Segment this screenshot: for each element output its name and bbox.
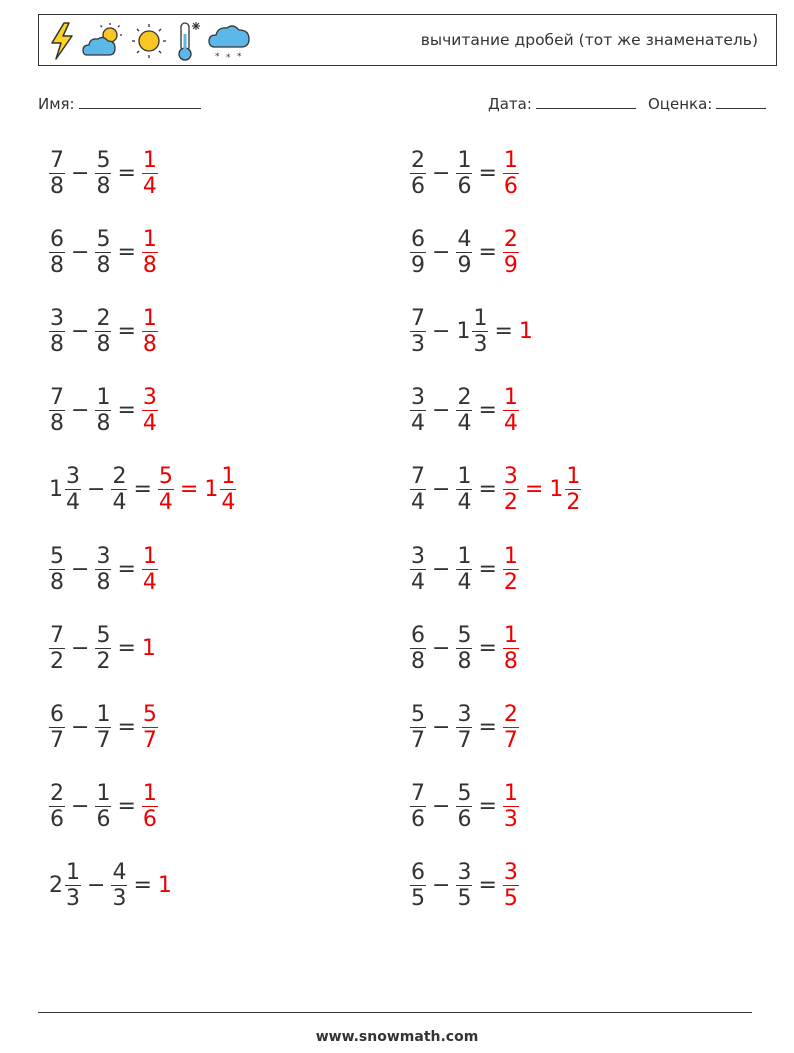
fraction xyxy=(565,464,581,515)
whole-number: 1 xyxy=(141,635,156,661)
fraction xyxy=(95,306,111,357)
denominator: 6 xyxy=(503,173,518,199)
answer xyxy=(139,227,161,278)
minus-sign: − xyxy=(87,477,106,503)
numerator: 2 xyxy=(503,701,518,727)
denominator: 5 xyxy=(457,886,472,912)
fraction xyxy=(503,464,519,515)
whole-number: 1 xyxy=(456,318,471,344)
numerator: 2 xyxy=(112,464,127,490)
problem-9 xyxy=(46,777,161,837)
date-blank[interactable] xyxy=(536,96,636,109)
fraction xyxy=(410,385,426,436)
denominator: 7 xyxy=(96,727,111,753)
denominator: 4 xyxy=(457,569,472,595)
equals-sign: = xyxy=(117,794,136,820)
answer xyxy=(500,227,522,278)
numerator: 2 xyxy=(411,147,425,173)
fraction xyxy=(410,544,426,595)
denominator: 7 xyxy=(457,727,472,753)
name-field xyxy=(38,95,201,113)
fraction xyxy=(158,464,174,515)
equals-sign: = xyxy=(478,873,497,899)
equals-sign: = xyxy=(494,318,513,344)
answer xyxy=(516,319,532,344)
denominator: 5 xyxy=(503,886,518,912)
equals-sign: = xyxy=(117,556,136,582)
fraction xyxy=(456,227,472,278)
minus-sign: − xyxy=(71,398,90,424)
denominator: 9 xyxy=(457,252,472,278)
date-field xyxy=(488,95,636,113)
fraction xyxy=(95,781,111,832)
fraction xyxy=(410,227,426,278)
numerator: 1 xyxy=(503,622,518,648)
problem-19 xyxy=(407,777,522,837)
denominator: 4 xyxy=(503,411,518,437)
snow-cloud-icon xyxy=(207,20,255,62)
fraction xyxy=(456,464,472,515)
fraction xyxy=(456,148,472,199)
numerator: 4 xyxy=(457,226,472,252)
numerator: 1 xyxy=(142,543,157,569)
denominator: 8 xyxy=(411,648,425,674)
fraction xyxy=(49,148,65,199)
answer xyxy=(500,148,522,199)
whole-number: 1 xyxy=(518,318,533,344)
numerator: 5 xyxy=(96,147,111,173)
minus-sign: − xyxy=(71,714,90,740)
denominator: 4 xyxy=(221,490,236,516)
equals-sign: = xyxy=(478,398,497,424)
equals-sign: = xyxy=(133,477,152,503)
equals-sign: = xyxy=(117,398,136,424)
numerator: 1 xyxy=(503,385,518,411)
denominator: 2 xyxy=(503,490,518,516)
problem-5 xyxy=(46,460,239,520)
numerator: 3 xyxy=(411,543,425,569)
numerator: 5 xyxy=(142,701,157,727)
denominator: 8 xyxy=(50,569,64,595)
problem-8 xyxy=(46,697,161,757)
denominator: 4 xyxy=(411,490,425,516)
denominator: 4 xyxy=(142,411,157,437)
worksheet-header xyxy=(38,14,777,66)
fraction xyxy=(49,702,65,753)
date-label: Дата: xyxy=(488,95,532,113)
numerator: 3 xyxy=(503,860,518,886)
minus-sign: − xyxy=(432,714,451,740)
denominator: 8 xyxy=(50,331,64,357)
denominator: 6 xyxy=(457,173,472,199)
problem-17 xyxy=(407,618,522,678)
minus-sign: − xyxy=(87,873,106,899)
numerator: 3 xyxy=(457,701,472,727)
fraction xyxy=(472,306,488,357)
minus-sign: − xyxy=(71,160,90,186)
denominator: 8 xyxy=(96,331,111,357)
equals-sign: = xyxy=(117,318,136,344)
equals-sign: = xyxy=(117,635,136,661)
answer xyxy=(139,702,161,753)
name-label: Имя: xyxy=(38,95,75,113)
problem-4 xyxy=(46,381,161,441)
numerator: 7 xyxy=(50,147,64,173)
minus-sign: − xyxy=(432,318,451,344)
denominator: 7 xyxy=(411,727,425,753)
numerator: 1 xyxy=(457,543,472,569)
equals-sign: = xyxy=(117,239,136,265)
numerator: 1 xyxy=(96,701,111,727)
minus-sign: − xyxy=(432,477,451,503)
numerator: 1 xyxy=(66,860,80,886)
denominator: 3 xyxy=(503,807,518,833)
denominator: 5 xyxy=(411,886,425,912)
fraction xyxy=(503,227,519,278)
problem-16 xyxy=(407,539,522,599)
problem-15 xyxy=(407,460,584,520)
answer xyxy=(155,464,239,515)
denominator: 4 xyxy=(457,490,472,516)
numerator: 1 xyxy=(503,147,518,173)
numerator: 2 xyxy=(503,226,518,252)
fraction xyxy=(456,781,472,832)
minus-sign: − xyxy=(71,556,90,582)
fraction xyxy=(95,702,111,753)
denominator: 8 xyxy=(96,569,111,595)
answer xyxy=(500,781,522,832)
svg-text:*: * xyxy=(226,53,231,62)
denominator: 8 xyxy=(503,648,518,674)
equals-sign: = xyxy=(478,714,497,740)
denominator: 8 xyxy=(142,331,157,357)
equals-sign: = xyxy=(478,635,497,661)
numerator: 1 xyxy=(457,464,472,490)
fraction xyxy=(410,623,426,674)
numerator: 1 xyxy=(142,147,157,173)
denominator: 8 xyxy=(142,252,157,278)
fraction xyxy=(142,702,158,753)
minus-sign: − xyxy=(432,794,451,820)
denominator: 2 xyxy=(96,648,111,674)
fraction xyxy=(95,227,111,278)
fraction xyxy=(410,306,426,357)
answer xyxy=(500,860,522,911)
thermometer-icon xyxy=(173,20,203,62)
answer xyxy=(139,636,155,661)
denominator: 3 xyxy=(473,331,488,357)
whole-number: 1 xyxy=(49,477,63,503)
denominator: 4 xyxy=(66,490,80,516)
fraction xyxy=(456,860,472,911)
numerator: 6 xyxy=(411,860,425,886)
numerator: 1 xyxy=(503,781,518,807)
whole-number: 1 xyxy=(549,477,564,503)
name-blank[interactable] xyxy=(79,96,201,109)
numerator: 5 xyxy=(96,226,111,252)
footer-divider xyxy=(38,1012,752,1013)
fraction xyxy=(49,781,65,832)
problem-13 xyxy=(407,301,532,361)
problem-20 xyxy=(407,856,522,916)
denominator: 8 xyxy=(50,252,64,278)
denominator: 4 xyxy=(411,411,425,437)
denominator: 2 xyxy=(503,569,518,595)
fraction xyxy=(142,148,158,199)
fraction xyxy=(49,306,65,357)
denominator: 8 xyxy=(96,411,111,437)
svg-text:*: * xyxy=(237,52,242,62)
fraction xyxy=(456,385,472,436)
numerator: 2 xyxy=(457,385,472,411)
numerator: 4 xyxy=(112,860,127,886)
numerator: 7 xyxy=(411,305,425,331)
worksheet-title: вычитание дробей (тот же знаменатель) xyxy=(420,31,758,49)
fraction xyxy=(95,544,111,595)
answer xyxy=(500,623,522,674)
numerator: 5 xyxy=(457,622,472,648)
denominator: 4 xyxy=(158,490,173,516)
answer xyxy=(500,544,522,595)
lightning-icon xyxy=(47,21,77,61)
denominator: 4 xyxy=(142,173,157,199)
answer xyxy=(139,148,161,199)
denominator: 7 xyxy=(50,727,64,753)
grade-label: Оценка: xyxy=(648,95,713,113)
denominator: 6 xyxy=(142,807,157,833)
equals-sign: = xyxy=(117,714,136,740)
fraction xyxy=(410,860,426,911)
numerator: 5 xyxy=(457,781,472,807)
minus-sign: − xyxy=(432,873,451,899)
numerator: 2 xyxy=(96,305,111,331)
numerator: 5 xyxy=(50,543,64,569)
denominator: 9 xyxy=(411,252,425,278)
numerator: 6 xyxy=(411,226,425,252)
denominator: 8 xyxy=(50,173,64,199)
numerator: 7 xyxy=(411,464,425,490)
minus-sign: − xyxy=(432,239,451,265)
whole-number: 1 xyxy=(157,873,172,899)
minus-sign: − xyxy=(432,398,451,424)
fraction xyxy=(65,860,81,911)
fraction xyxy=(410,781,426,832)
fraction xyxy=(503,860,519,911)
fraction xyxy=(95,148,111,199)
denominator: 9 xyxy=(503,252,518,278)
whole-number: 2 xyxy=(49,873,63,899)
problem-2 xyxy=(46,222,161,282)
numerator: 3 xyxy=(96,543,111,569)
numerator: 7 xyxy=(50,385,64,411)
minus-sign: − xyxy=(432,556,451,582)
problem-12 xyxy=(407,222,522,282)
fraction xyxy=(503,385,519,436)
equals-sign: = xyxy=(179,477,199,503)
fraction xyxy=(111,464,127,515)
numerator: 7 xyxy=(411,781,425,807)
denominator: 4 xyxy=(411,569,425,595)
fraction xyxy=(142,781,158,832)
problem-7 xyxy=(46,618,155,678)
fraction xyxy=(410,464,426,515)
denominator: 8 xyxy=(50,411,64,437)
fraction xyxy=(503,544,519,595)
fraction xyxy=(49,385,65,436)
svg-text:*: * xyxy=(215,52,220,62)
denominator: 7 xyxy=(503,727,518,753)
problem-3 xyxy=(46,301,161,361)
answer xyxy=(155,873,171,898)
numerator: 6 xyxy=(411,622,425,648)
fraction xyxy=(503,623,519,674)
grade-field xyxy=(648,95,766,113)
denominator: 6 xyxy=(457,807,472,833)
equals-sign: = xyxy=(478,160,497,186)
fraction xyxy=(95,623,111,674)
fraction xyxy=(95,385,111,436)
numerator: 5 xyxy=(96,622,111,648)
fraction xyxy=(410,148,426,199)
problem-1 xyxy=(46,143,161,203)
fraction xyxy=(65,464,81,515)
problem-6 xyxy=(46,539,161,599)
numerator: 1 xyxy=(473,305,488,331)
denominator: 4 xyxy=(142,569,157,595)
numerator: 1 xyxy=(221,464,236,490)
denominator: 4 xyxy=(457,411,472,437)
minus-sign: − xyxy=(432,160,451,186)
denominator: 6 xyxy=(96,807,111,833)
answer xyxy=(139,781,161,832)
equals-sign: = xyxy=(133,873,152,899)
fraction xyxy=(220,464,236,515)
fraction xyxy=(111,860,127,911)
minus-sign: − xyxy=(71,635,90,661)
denominator: 7 xyxy=(142,727,157,753)
denominator: 2 xyxy=(566,490,581,516)
numerator: 1 xyxy=(142,305,157,331)
numerator: 6 xyxy=(50,226,64,252)
fraction xyxy=(410,702,426,753)
equals-sign: = xyxy=(117,160,136,186)
grade-blank[interactable] xyxy=(716,96,766,109)
problem-11 xyxy=(407,143,522,203)
denominator: 8 xyxy=(457,648,472,674)
equals-sign: = xyxy=(524,477,544,503)
numerator: 1 xyxy=(142,226,157,252)
fraction xyxy=(142,385,158,436)
numerator: 2 xyxy=(50,781,64,807)
numerator: 3 xyxy=(457,860,472,886)
minus-sign: − xyxy=(71,318,90,344)
answer xyxy=(500,464,584,515)
denominator: 8 xyxy=(96,252,111,278)
answer xyxy=(500,702,522,753)
fraction xyxy=(142,544,158,595)
fraction xyxy=(456,544,472,595)
equals-sign: = xyxy=(478,239,497,265)
partly-cloudy-icon xyxy=(81,21,125,61)
numerator: 5 xyxy=(158,464,173,490)
equals-sign: = xyxy=(478,477,497,503)
weather-icons xyxy=(47,20,255,62)
fraction xyxy=(49,544,65,595)
answer xyxy=(139,544,161,595)
answer xyxy=(500,385,522,436)
answer xyxy=(139,306,161,357)
fraction xyxy=(503,702,519,753)
numerator: 1 xyxy=(96,781,111,807)
denominator: 3 xyxy=(66,886,80,912)
fraction xyxy=(49,623,65,674)
minus-sign: − xyxy=(432,635,451,661)
footer-site: www.snowmath.com xyxy=(315,1029,479,1045)
numerator: 1 xyxy=(96,385,111,411)
numerator: 3 xyxy=(142,385,157,411)
answer xyxy=(139,385,161,436)
fraction xyxy=(503,148,519,199)
numerator: 7 xyxy=(50,622,64,648)
problem-14 xyxy=(407,381,522,441)
denominator: 6 xyxy=(411,173,425,199)
equals-sign: = xyxy=(478,556,497,582)
numerator: 1 xyxy=(457,147,472,173)
fraction xyxy=(142,227,158,278)
minus-sign: − xyxy=(71,794,90,820)
numerator: 3 xyxy=(50,305,64,331)
sun-icon xyxy=(129,21,169,61)
fraction xyxy=(456,623,472,674)
fraction xyxy=(49,227,65,278)
denominator: 2 xyxy=(50,648,64,674)
problem-10 xyxy=(46,856,171,916)
fraction xyxy=(503,781,519,832)
denominator: 8 xyxy=(96,173,111,199)
denominator: 6 xyxy=(50,807,64,833)
problem-18 xyxy=(407,697,522,757)
equals-sign: = xyxy=(478,794,497,820)
numerator: 3 xyxy=(503,464,518,490)
fraction xyxy=(456,702,472,753)
fraction xyxy=(142,306,158,357)
numerator: 5 xyxy=(411,701,425,727)
denominator: 3 xyxy=(411,331,425,357)
whole-number: 1 xyxy=(204,477,219,503)
numerator: 3 xyxy=(411,385,425,411)
denominator: 4 xyxy=(112,490,127,516)
numerator: 1 xyxy=(142,781,157,807)
numerator: 3 xyxy=(66,464,80,490)
numerator: 1 xyxy=(566,464,581,490)
denominator: 3 xyxy=(112,886,127,912)
denominator: 6 xyxy=(411,807,425,833)
minus-sign: − xyxy=(71,239,90,265)
numerator: 1 xyxy=(503,543,518,569)
numerator: 6 xyxy=(50,701,64,727)
